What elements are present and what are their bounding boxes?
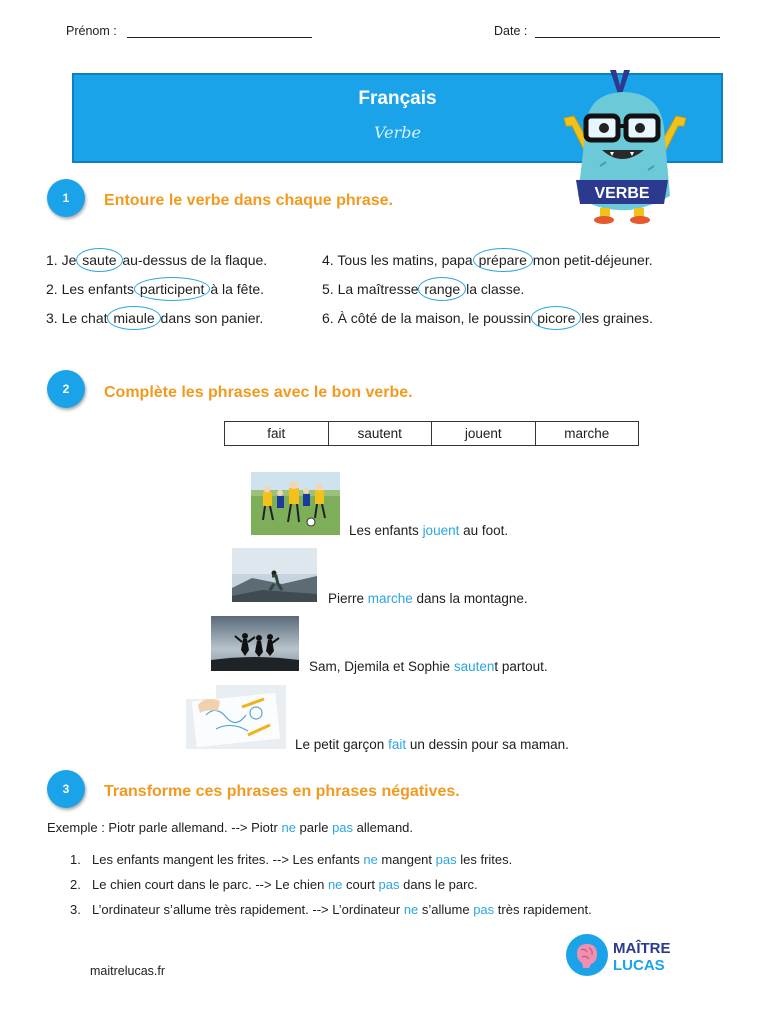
mountain-photo xyxy=(232,548,317,602)
negation-pas: pas xyxy=(435,852,457,867)
section-1-title: Entoure le verbe dans chaque phrase. xyxy=(104,192,393,209)
section-3-badge: 3 xyxy=(47,770,85,808)
word-bank-table xyxy=(224,421,639,446)
sentence-item-4: Le petit garçon fait un dessin pour sa maman. xyxy=(295,737,569,752)
answer-verb: fait xyxy=(388,737,407,752)
mascot-label: VERBE xyxy=(594,185,650,202)
negative-item-1: 1. Les enfants mangent les frites. --> Les enfants ne mangent pas les frites. xyxy=(70,852,513,867)
negation-pas: pas xyxy=(378,877,400,892)
logo-line-2: LUCAS xyxy=(613,957,665,974)
logo-line-1: MAÎTRE xyxy=(613,940,671,957)
sentence-3: 3. Le chat miaule dans son panier. xyxy=(46,310,264,326)
prenom-label: Prénom : xyxy=(66,24,117,38)
sentence-item-1: Les enfants jouent au foot. xyxy=(349,523,509,538)
circled-verb: saute xyxy=(82,252,117,268)
answer-verb: jouent xyxy=(422,523,460,538)
word-bank-cell: sautent xyxy=(328,422,432,446)
sentence-2: 2. Les enfants participent à la fête. xyxy=(46,281,265,297)
negation-ne: ne xyxy=(327,877,343,892)
circled-verb: miaule xyxy=(113,310,155,326)
sentence-5: 5. La maîtresse range la classe. xyxy=(322,281,525,297)
circled-verb: picore xyxy=(537,310,576,326)
circled-verb: prépare xyxy=(478,252,527,268)
example-sentence: Exemple : Piotr parle allemand. --> Piotr ne parle pas allemand. xyxy=(47,820,414,835)
maitre-lucas-logo xyxy=(565,932,685,978)
section-3-title: Transforme ces phrases en phrases négatives. xyxy=(104,783,460,800)
negation-ne: ne xyxy=(403,902,419,917)
negative-item-3: 3. L’ordinateur s’allume très rapidement. --> L’ordinateur ne s’allume pas très rapidement. xyxy=(70,902,592,917)
drawing-photo xyxy=(186,685,286,749)
section-2-badge: 2 xyxy=(47,370,85,408)
negation-ne: ne xyxy=(363,852,378,867)
negation-ne: ne xyxy=(281,820,296,835)
section-1-badge: 1 xyxy=(47,179,85,217)
sentence-6: 6. À côté de la maison, le poussin picore les graines. xyxy=(322,310,653,326)
prenom-line xyxy=(127,37,312,38)
jumping-photo xyxy=(211,616,299,671)
sentence-4: 4. Tous les matins, papa prépare mon petit-déjeuner. xyxy=(322,252,653,268)
sentence-item-2: Pierre marche dans la montagne. xyxy=(328,591,528,606)
sentence-1: 1. Je saute au-dessus de la flaque. xyxy=(46,252,268,268)
date-label: Date : xyxy=(494,24,528,38)
negation-pas: pas xyxy=(332,820,354,835)
footer-url: maitrelucas.fr xyxy=(90,964,166,978)
word-bank-cell: fait xyxy=(225,422,329,446)
sentence-item-3: Sam, Djemila et Sophie sautent partout. xyxy=(309,659,548,674)
answer-verb: marche xyxy=(367,591,413,606)
page-subtitle: Verbe xyxy=(374,123,421,142)
date-line xyxy=(535,37,720,38)
football-photo xyxy=(251,472,340,535)
word-bank-cell: jouent xyxy=(432,422,536,446)
negative-item-2: 2. Le chien court dans le parc. --> Le chien ne court pas dans le parc. xyxy=(70,877,478,892)
circled-verb: range xyxy=(424,281,461,297)
negation-pas: pas xyxy=(473,902,495,917)
page-title: Français xyxy=(358,88,437,109)
answer-verb: sauten xyxy=(453,659,495,674)
word-bank-cell: marche xyxy=(535,422,639,446)
section-2-title: Complète les phrases avec le bon verbe. xyxy=(104,384,413,401)
verbe-monster-mascot xyxy=(560,66,690,224)
circled-verb: participent xyxy=(139,281,205,297)
